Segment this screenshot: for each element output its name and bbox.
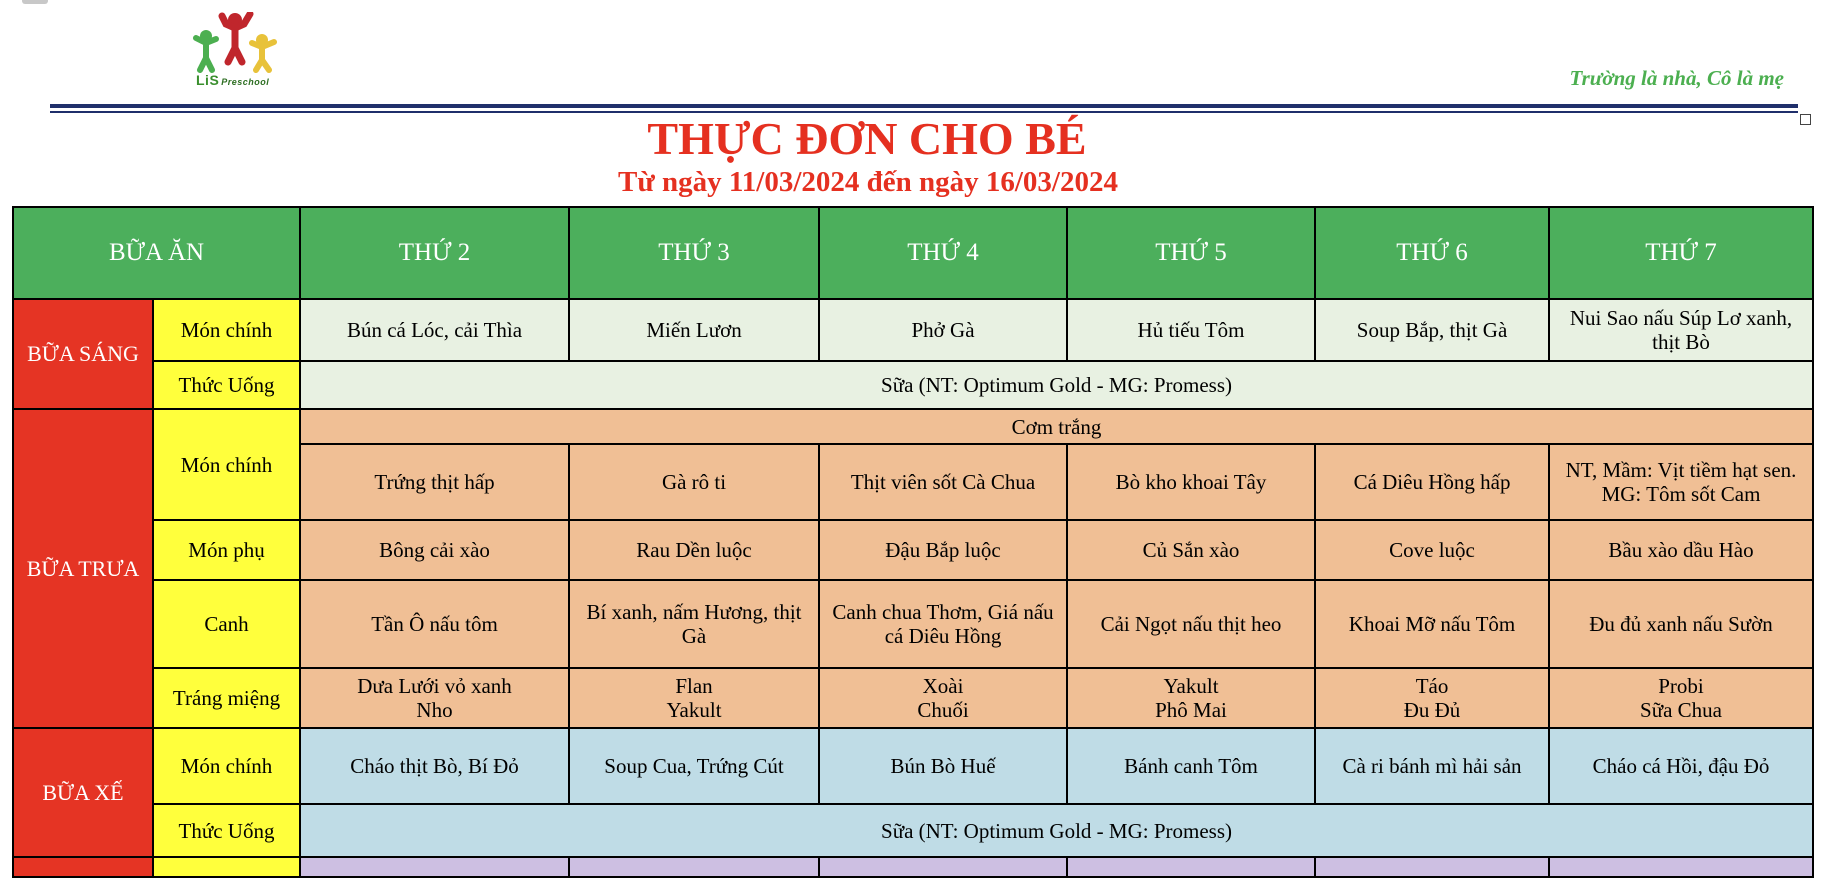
row-label: Món chính (153, 409, 300, 520)
menu-line: Phô Mai (1155, 698, 1227, 722)
menu-line: MG: Tôm sốt Cam (1601, 482, 1761, 506)
menu-cell-partial (819, 857, 1067, 877)
menu-cell: Phở Gà (819, 299, 1067, 361)
window-corner-handle (22, 0, 48, 4)
menu-cell: Cà ri bánh mì hải sản (1315, 728, 1549, 804)
menu-cell: Rau Dền luộc (569, 520, 819, 580)
row-label: Tráng miệng (153, 668, 300, 728)
logo-text: LiS (196, 72, 220, 88)
menu-line: Táo (1415, 674, 1449, 698)
menu-cell (569, 668, 819, 728)
menu-cell: Hủ tiếu Tôm (1067, 299, 1315, 361)
row-label: Món chính (153, 728, 300, 804)
menu-cell (819, 668, 1067, 728)
menu-line: Dưa Lưới vỏ xanh (357, 674, 512, 698)
menu-cell: Cháo thịt Bò, Bí Đỏ (300, 728, 569, 804)
menu-cell: Bầu xào dầu Hào (1549, 520, 1813, 580)
row-label: Món phụ (153, 520, 300, 580)
header-meal: BỮA ĂN (13, 207, 300, 299)
menu-cell: Miến Lươn (569, 299, 819, 361)
menu-cell (1549, 444, 1813, 520)
menu-cell: Gà rô ti (569, 444, 819, 520)
table-row (13, 580, 1813, 668)
page-subtitle: Từ ngày 11/03/2024 đến ngày 16/03/2024 (617, 166, 1118, 198)
menu-cell: Bún cá Lóc, cải Thìa (300, 299, 569, 361)
table-row (13, 409, 1813, 444)
menu-cell: Bí xanh, nấm Hương, thịt Gà (569, 580, 819, 668)
drink-cell: Sữa (NT: Optimum Gold - MG: Promess) (300, 804, 1813, 857)
meal-breakfast: BỮA SÁNG (13, 299, 153, 409)
row-label: Món chính (153, 299, 300, 361)
row-label: Thức Uống (153, 804, 300, 857)
menu-line: Đu Đủ (1403, 698, 1461, 722)
table-row-partial (13, 857, 1813, 877)
table-row (13, 668, 1813, 728)
menu-cell: Soup Cua, Trứng Cút (569, 728, 819, 804)
menu-cell-partial (1067, 857, 1315, 877)
menu-cell: Khoai Mỡ nấu Tôm (1315, 580, 1549, 668)
menu-cell (1067, 668, 1315, 728)
page-title: THỰC ĐƠN CHO BÉ (647, 113, 1087, 164)
menu-line: Sữa Chua (1640, 698, 1722, 722)
menu-cell-partial (569, 857, 819, 877)
menu-cell: Soup Bắp, thịt Gà (1315, 299, 1549, 361)
table-row (13, 804, 1813, 857)
rice-cell: Cơm trắng (300, 409, 1813, 444)
row-label: Thức Uống (153, 361, 300, 409)
header-day-wed: THỨ 4 (819, 207, 1067, 299)
menu-line: Flan (675, 674, 713, 698)
menu-cell: Bông cải xào (300, 520, 569, 580)
meal-lunch: BỮA TRƯA (13, 409, 153, 728)
table-row (13, 299, 1813, 361)
logo-subtext: Preschool (221, 77, 270, 87)
menu-cell (1315, 668, 1549, 728)
menu-cell: Trứng thịt hấp (300, 444, 569, 520)
menu-line: NT, Mầm: Vịt tiềm hạt sen. (1565, 458, 1797, 482)
menu-cell: Bò kho khoai Tây (1067, 444, 1315, 520)
meal-afternoon: BỮA XẾ (13, 728, 153, 857)
menu-line: Chuối (917, 698, 969, 722)
menu-cell: Cải Ngọt nấu thịt heo (1067, 580, 1315, 668)
header-row (13, 207, 1813, 299)
menu-cell: Cá Diêu Hồng hấp (1315, 444, 1549, 520)
menu-cell: Củ Sắn xào (1067, 520, 1315, 580)
header-day-sat: THỨ 7 (1549, 207, 1813, 299)
table-row (13, 520, 1813, 580)
menu-cell: Đậu Bắp luộc (819, 520, 1067, 580)
header-day-thu: THỨ 5 (1067, 207, 1315, 299)
menu-line: Probi (1658, 674, 1704, 698)
menu-cell (1549, 668, 1813, 728)
header-day-fri: THỨ 6 (1315, 207, 1549, 299)
menu-cell-partial (300, 857, 569, 877)
menu-line: Xoài (922, 674, 964, 698)
meal-cell-partial (13, 857, 153, 877)
table-row (13, 728, 1813, 804)
logo-wordmark (196, 72, 269, 88)
menu-cell: Bún Bò Huế (819, 728, 1067, 804)
header-rule (50, 104, 1798, 108)
menu-cell (300, 668, 569, 728)
menu-cell: Cove luộc (1315, 520, 1549, 580)
menu-cell: Bánh canh Tôm (1067, 728, 1315, 804)
menu-cell: Nui Sao nấu Súp Lơ xanh, thịt Bò (1549, 299, 1813, 361)
table-row (13, 361, 1813, 409)
menu-table (12, 206, 1814, 878)
header-day-mon: THỨ 2 (300, 207, 569, 299)
menu-cell: Canh chua Thơm, Giá nấu cá Diêu Hồng (819, 580, 1067, 668)
menu-cell: Đu đủ xanh nấu Sườn (1549, 580, 1813, 668)
row-label-partial (153, 857, 300, 877)
slogan: Trường là nhà, Cô là mẹ (1569, 66, 1784, 90)
menu-cell: Tần Ô nấu tôm (300, 580, 569, 668)
menu-cell-partial (1315, 857, 1549, 877)
drink-cell: Sữa (NT: Optimum Gold - MG: Promess) (300, 361, 1813, 409)
menu-cell: Thịt viên sốt Cà Chua (819, 444, 1067, 520)
row-label: Canh (153, 580, 300, 668)
header-day-tue: THỨ 3 (569, 207, 819, 299)
menu-line: Yakult (1163, 674, 1219, 698)
menu-cell: Cháo cá Hồi, đậu Đỏ (1549, 728, 1813, 804)
menu-line: Yakult (666, 698, 722, 722)
menu-line: Nho (416, 698, 453, 722)
menu-cell-partial (1549, 857, 1813, 877)
